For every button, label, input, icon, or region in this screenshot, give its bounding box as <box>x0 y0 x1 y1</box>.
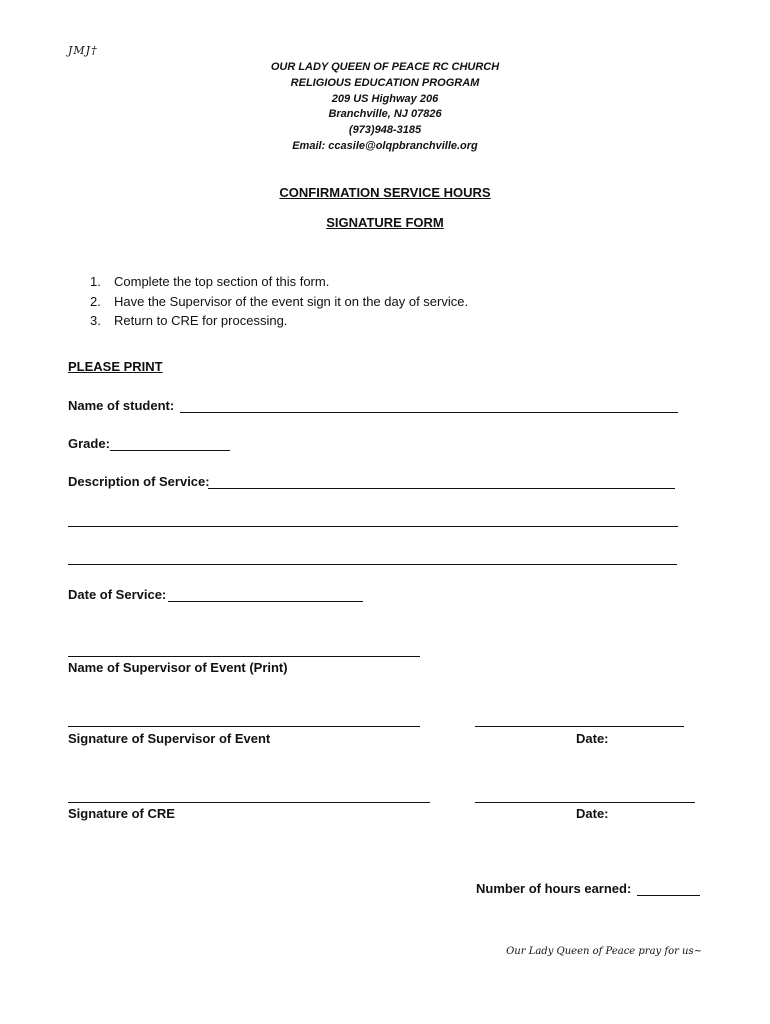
supervisor-name-label: Name of Supervisor of Event (Print) <box>68 660 288 675</box>
instruction-text: Have the Supervisor of the event sign it on the day of service. <box>114 293 469 309</box>
cre-signature-field[interactable] <box>68 802 430 803</box>
address-street: 209 US Highway 206 <box>331 92 439 105</box>
instruction-number: 3. <box>90 313 101 328</box>
supervisor-name-field[interactable] <box>68 656 420 657</box>
form-title-text: CONFIRMATION SERVICE HOURS <box>279 185 491 200</box>
cre-signature-label: Signature of CRE <box>68 806 175 821</box>
program-name: RELIGIOUS EDUCATION PROGRAM <box>290 76 480 89</box>
instruction-text: Return to CRE for processing. <box>114 313 288 328</box>
please-print-heading: PLEASE PRINT <box>68 359 163 374</box>
footer-prayer: Our Lady Queen of Peace pray for us~ <box>506 946 702 957</box>
description-field-line-1[interactable] <box>208 488 675 489</box>
supervisor-signature-label: Signature of Supervisor of Event <box>68 731 271 746</box>
initials: JMJ† <box>68 44 98 57</box>
church-header <box>0 60 770 155</box>
grade-field[interactable] <box>110 450 230 451</box>
email: Email: ccasile@olqpbranchville.org <box>292 139 478 152</box>
student-name-label: Name of student: <box>68 398 175 413</box>
form-subtitle-text: SIGNATURE FORM <box>326 215 444 230</box>
address-city: Branchville, NJ 07826 <box>328 108 442 121</box>
cre-date-field[interactable] <box>475 802 695 803</box>
date-of-service-label: Date of Service: <box>68 587 167 602</box>
supervisor-signature-field[interactable] <box>68 726 420 727</box>
instructions-list <box>90 272 468 331</box>
hours-earned-field[interactable] <box>637 895 700 896</box>
grade-label: Grade: <box>68 436 110 451</box>
hours-earned-label: Number of hours earned: <box>476 881 632 896</box>
form-subtitle <box>0 215 770 230</box>
description-label: Description of Service: <box>68 474 210 489</box>
church-name: OUR LADY QUEEN OF PEACE RC CHURCH <box>270 61 500 73</box>
supervisor-date-field[interactable] <box>475 726 684 727</box>
instruction-number: 1. <box>90 274 101 289</box>
instruction-item <box>90 311 468 331</box>
instruction-item <box>90 292 468 312</box>
phone: (973)948-3185 <box>348 124 422 137</box>
instruction-item <box>90 272 468 292</box>
student-name-field[interactable] <box>180 412 678 413</box>
date-of-service-field[interactable] <box>168 601 363 602</box>
instruction-text: Complete the top section of this form. <box>114 274 330 289</box>
description-field-line-2[interactable] <box>68 526 678 527</box>
instruction-number: 2. <box>90 293 101 309</box>
cre-date-label: Date: <box>576 806 609 821</box>
supervisor-date-label: Date: <box>576 731 609 746</box>
description-field-line-3[interactable] <box>68 564 677 565</box>
form-title <box>0 185 770 200</box>
